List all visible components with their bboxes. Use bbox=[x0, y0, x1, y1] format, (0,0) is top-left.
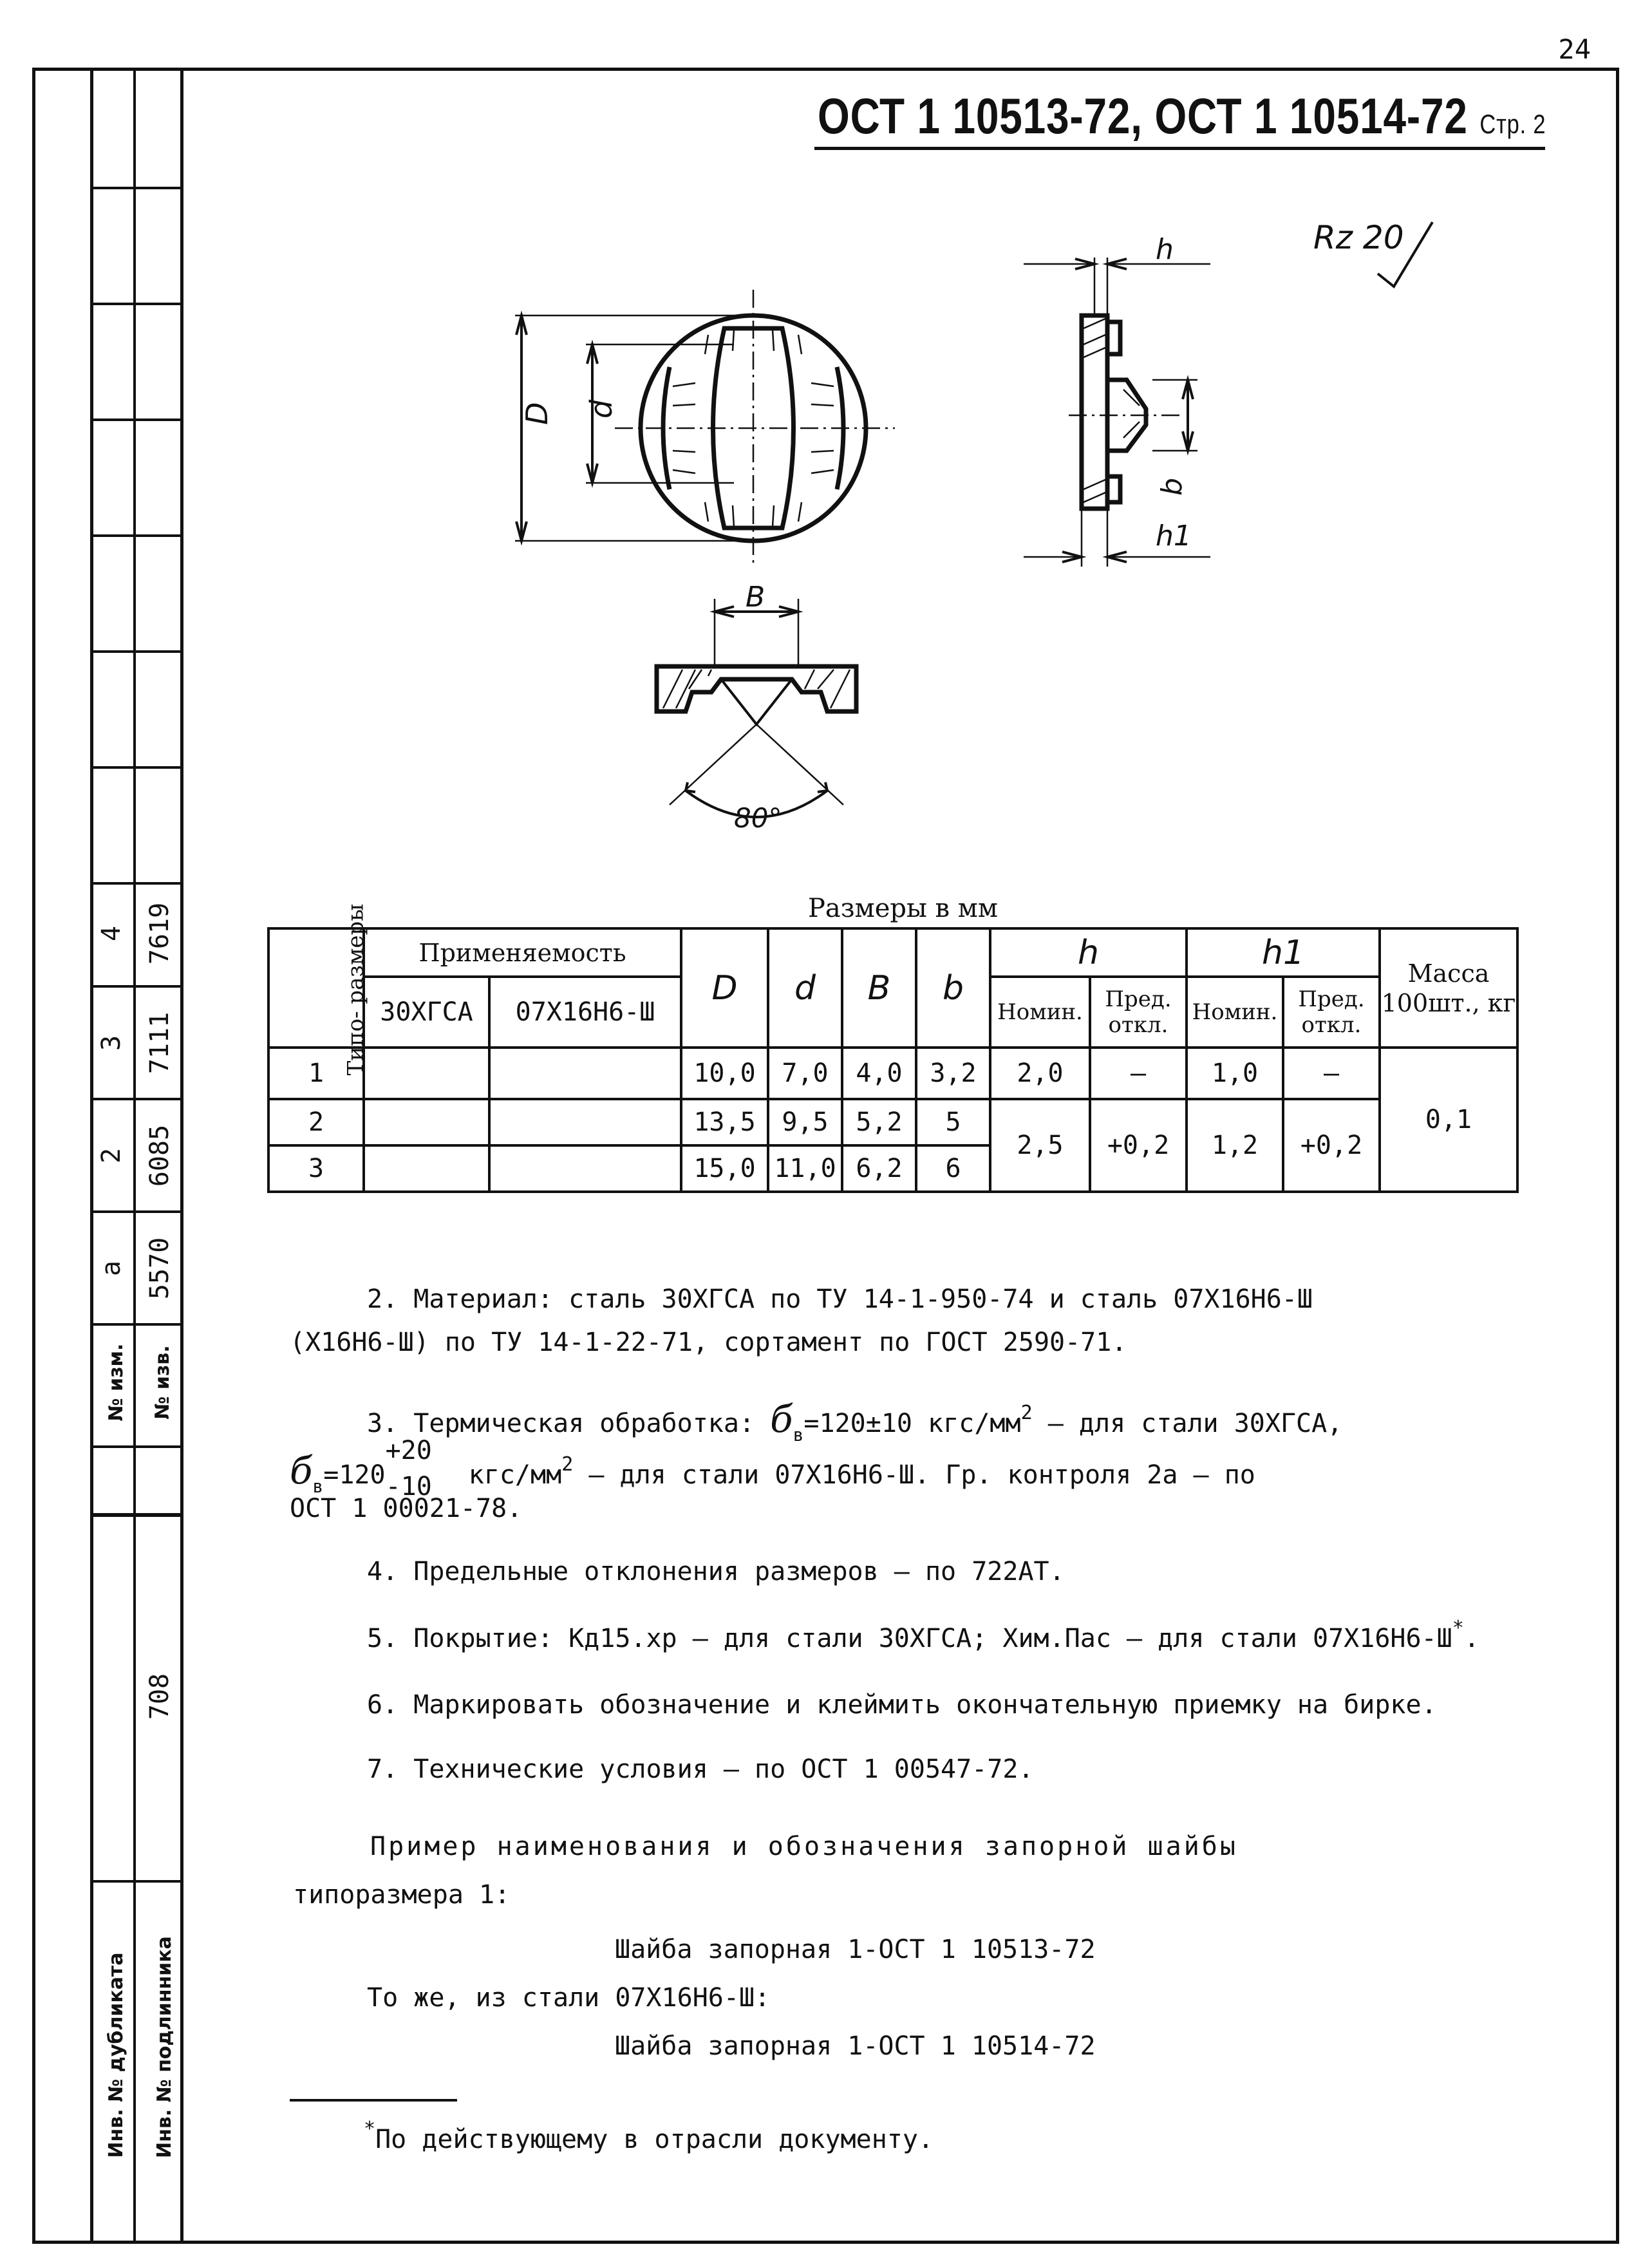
steel1-header: 30ХГСА bbox=[364, 977, 489, 1048]
row-B: 4,0 bbox=[842, 1048, 916, 1099]
note-3-line2: $б_в=120$ +20 -10 кгс/$мм^2$ – для стали 07Х16Н6-Ш. Гр. контроля 2а – по bbox=[290, 1436, 1255, 1501]
row-d: 9,5 bbox=[768, 1099, 842, 1145]
merged-h-nom: 2,5 bbox=[990, 1099, 1090, 1192]
strip-cell-bottom: 5570 bbox=[145, 1237, 174, 1300]
row-b: 3,2 bbox=[916, 1048, 990, 1099]
strip-separator bbox=[93, 1098, 183, 1100]
roughness-label: Rz 20 bbox=[1313, 219, 1404, 256]
strip-cell-top: 3 bbox=[97, 1035, 126, 1051]
row-n: 1 bbox=[268, 1048, 364, 1099]
strip-separator bbox=[93, 303, 183, 305]
example-line3: Шайба запорная 1-ОСТ 1 10513-72 bbox=[615, 1935, 1096, 1964]
page-number: 24 bbox=[1558, 33, 1591, 65]
strip-separator bbox=[93, 985, 183, 988]
row-h1-dev: – bbox=[1283, 1048, 1380, 1099]
side-view-drawing bbox=[1017, 232, 1275, 579]
example-line1: Пример наименования и обозначения запорной шайбы bbox=[370, 1832, 1238, 1861]
duplicate-value: 708 bbox=[145, 1673, 174, 1720]
steel2-header: 07Х16Н6-Ш bbox=[489, 977, 681, 1048]
roughness-check-icon bbox=[1371, 219, 1442, 296]
col-B-header: B bbox=[842, 928, 916, 1048]
inv-orig-label: Инв. № подлинника bbox=[153, 1936, 176, 2158]
col-h1-header: h1 bbox=[1187, 928, 1380, 977]
strip-separator bbox=[93, 1513, 183, 1517]
row-steel1 bbox=[364, 1048, 489, 1099]
strip-cell-bottom: № изв. bbox=[151, 1345, 174, 1420]
example-line5: Шайба запорная 1-ОСТ 1 10514-72 bbox=[615, 2031, 1096, 2061]
row-D: 13,5 bbox=[681, 1099, 768, 1145]
strip-separator bbox=[93, 419, 183, 421]
row-steel1 bbox=[364, 1099, 489, 1145]
col-h-header: h bbox=[990, 928, 1187, 977]
document-header bbox=[818, 87, 1546, 146]
dimension-D-label: D bbox=[520, 402, 554, 425]
row-n: 3 bbox=[268, 1145, 364, 1192]
h-nom-header: Номин. bbox=[990, 977, 1090, 1048]
row-h-dev: – bbox=[1090, 1048, 1187, 1099]
strip-cell-bottom: 6085 bbox=[145, 1124, 174, 1187]
dimension-h1-label: h1 bbox=[1156, 520, 1192, 552]
row-B: 5,2 bbox=[842, 1099, 916, 1145]
strip-cell-top: № изм. bbox=[105, 1343, 127, 1422]
row-B: 6,2 bbox=[842, 1145, 916, 1192]
mass-value: 0,1 bbox=[1380, 1048, 1517, 1192]
applicability-header: Применяемость bbox=[364, 928, 681, 977]
row-d: 11,0 bbox=[768, 1145, 842, 1192]
row-D: 10,0 bbox=[681, 1048, 768, 1099]
row-h1-nom: 1,0 bbox=[1187, 1048, 1283, 1099]
row-D: 15,0 bbox=[681, 1145, 768, 1192]
merged-h1-nom: 1,2 bbox=[1187, 1099, 1283, 1192]
merged-h1-dev: +0,2 bbox=[1283, 1099, 1380, 1192]
merged-h-dev: +0,2 bbox=[1090, 1099, 1187, 1192]
example-line2: типоразмера 1: bbox=[293, 1880, 511, 1910]
inv-dup-label: Инв. № дубликата bbox=[105, 1952, 127, 2158]
h1-dev-header: Пред. откл. bbox=[1283, 977, 1380, 1048]
mass-header: Масса 100шт., кг bbox=[1380, 928, 1517, 1048]
strip-separator bbox=[93, 650, 183, 653]
strip-cell-bottom: 7619 bbox=[145, 902, 174, 965]
section-view-drawing bbox=[637, 579, 895, 850]
note-3-line3: ОСТ 1 00021-78. bbox=[290, 1494, 523, 1523]
strip-cell-top: 2 bbox=[97, 1147, 126, 1164]
footnote: *По действующему в отрасли документу. bbox=[364, 2118, 934, 2154]
strip-separator bbox=[93, 766, 183, 769]
strip-cell-top: a bbox=[97, 1260, 126, 1277]
row-n: 2 bbox=[268, 1099, 364, 1145]
col-d-header: d bbox=[768, 928, 842, 1048]
front-view-drawing bbox=[476, 290, 940, 573]
row-b: 6 bbox=[916, 1145, 990, 1192]
row-d: 7,0 bbox=[768, 1048, 842, 1099]
example-line4: То же, из стали 07Х16Н6-Ш: bbox=[367, 1983, 771, 2013]
header-underline bbox=[814, 147, 1545, 150]
table-caption: Размеры в мм bbox=[808, 894, 998, 923]
side-strip-divider bbox=[133, 68, 136, 2244]
type-size-header: Типо- размеры bbox=[268, 928, 364, 1048]
row-steel2 bbox=[489, 1099, 681, 1145]
note-3-line1: 3. Термическая обработка: $б_в=120\pm 10$ кгс/$мм^2$ – для стали 30ХГСА, bbox=[367, 1397, 1343, 1445]
strip-separator bbox=[93, 534, 183, 537]
angle-label: 80° bbox=[734, 802, 782, 834]
h1-nom-header: Номин. bbox=[1187, 977, 1283, 1048]
note-2-line1: 2. Материал: сталь 30ХГСА по ТУ 14-1-950-74 и сталь 07Х16Н6-Ш bbox=[367, 1284, 1313, 1314]
col-b-header: b bbox=[916, 928, 990, 1048]
strip-separator bbox=[93, 882, 183, 885]
note-6: 6. Маркировать обозначение и клеймить окончательную приемку на бирке. bbox=[367, 1690, 1437, 1720]
note-4: 4. Предельные отклонения размеров – по 722АТ. bbox=[367, 1557, 1065, 1586]
strip-separator bbox=[93, 1323, 183, 1326]
row-steel2 bbox=[489, 1048, 681, 1099]
strip-separator bbox=[93, 187, 183, 189]
strip-cell-bottom: 7111 bbox=[145, 1011, 174, 1075]
header-title: ОСТ 1 10513-72, ОСТ 1 10514-72 bbox=[818, 88, 1468, 144]
header-page: Стр. 2 bbox=[1479, 109, 1546, 139]
table-row bbox=[268, 1048, 1517, 1099]
strip-cell-top: 4 bbox=[97, 925, 126, 942]
strip-separator bbox=[93, 1210, 183, 1213]
footnote-separator bbox=[290, 2099, 457, 2102]
row-h-nom: 2,0 bbox=[990, 1048, 1090, 1099]
note-5: 5. Покрытие: Кд15.хр – для стали 30ХГСА; Хим.Пас – для стали 07Х16Н6-Ш*. bbox=[367, 1617, 1479, 1653]
dimension-d-label: d bbox=[584, 399, 619, 419]
strip-separator bbox=[93, 1445, 183, 1448]
row-steel2 bbox=[489, 1145, 681, 1192]
dimension-b-label: b bbox=[1156, 478, 1188, 496]
note-7: 7. Технические условия – по ОСТ 1 00547-72. bbox=[367, 1754, 1034, 1784]
col-D-header: D bbox=[681, 928, 768, 1048]
strip-separator bbox=[93, 1880, 183, 1883]
table-row bbox=[268, 1099, 1517, 1145]
note-2-line2: (Х16Н6-Ш) по ТУ 14-1-22-71, сортамент по ГОСТ 2590-71. bbox=[290, 1328, 1127, 1357]
h-dev-header: Пред. откл. bbox=[1090, 977, 1187, 1048]
row-steel1 bbox=[364, 1145, 489, 1192]
dimension-B-label: B bbox=[746, 581, 765, 614]
row-b: 5 bbox=[916, 1099, 990, 1145]
dimension-h-label: h bbox=[1156, 233, 1174, 266]
